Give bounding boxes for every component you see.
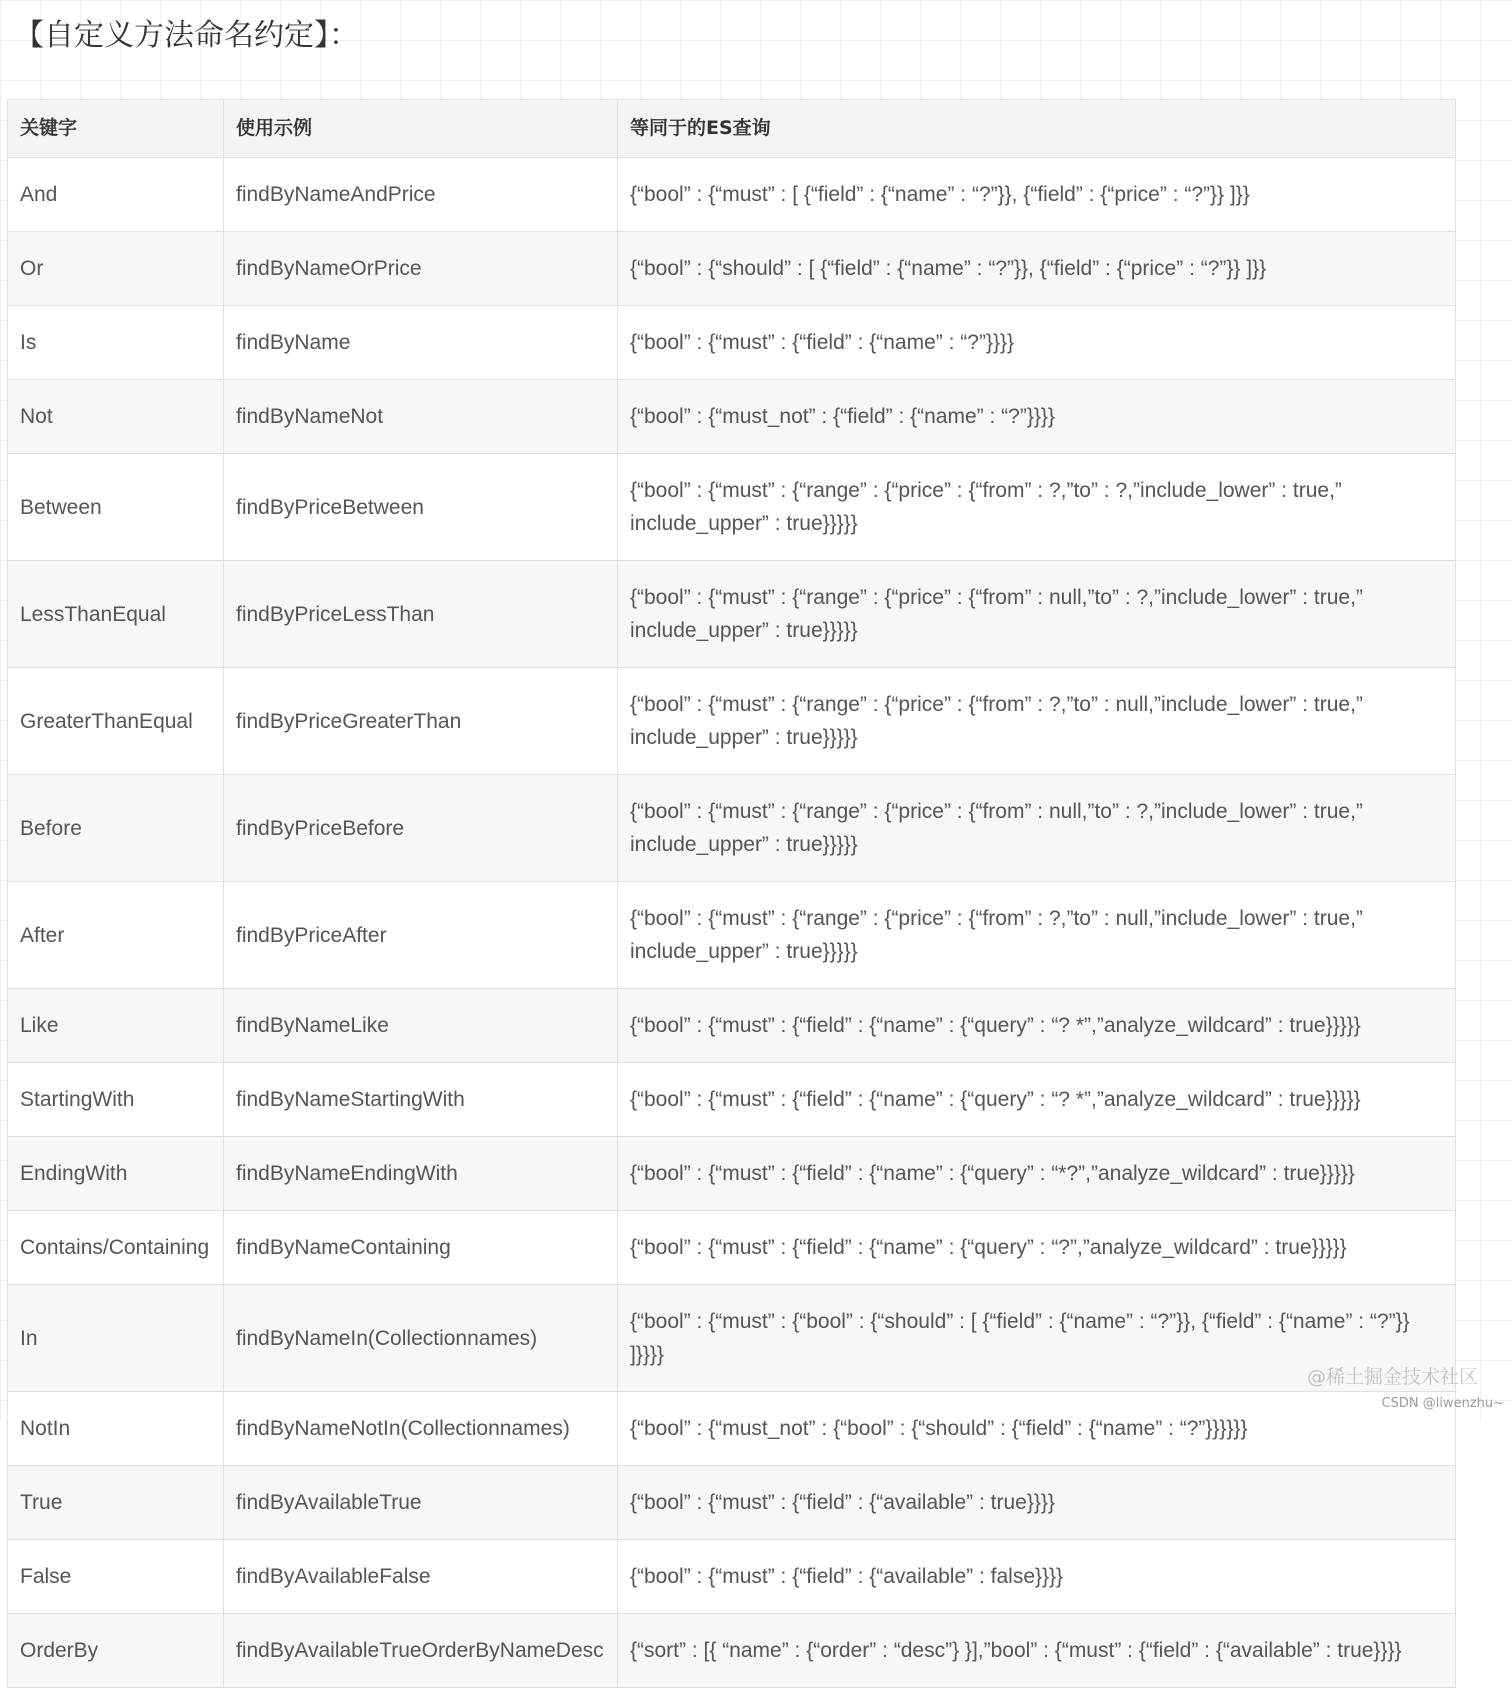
example-cell: findByNameNotIn(Collectionnames) bbox=[224, 1392, 618, 1466]
example-cell: findByAvailableTrue bbox=[224, 1466, 618, 1540]
keyword-cell: NotIn bbox=[8, 1392, 224, 1466]
header-es-query: 等同于的ES查询 bbox=[618, 100, 1456, 158]
keyword-cell: Before bbox=[8, 775, 224, 882]
keyword-cell: Is bbox=[8, 306, 224, 380]
table-row bbox=[8, 1211, 1456, 1285]
table-body bbox=[8, 158, 1456, 1688]
keyword-cell: GreaterThanEqual bbox=[8, 668, 224, 775]
example-cell: findByNameEndingWith bbox=[224, 1137, 618, 1211]
example-cell: findByPriceLessThan bbox=[224, 561, 618, 668]
example-cell: findByName bbox=[224, 306, 618, 380]
example-cell: findByNameAndPrice bbox=[224, 158, 618, 232]
table-row bbox=[8, 232, 1456, 306]
table-row bbox=[8, 1614, 1456, 1688]
query-cell: {“bool” : {“must_not” : {“field” : {“name” : “?”}}}} bbox=[618, 380, 1456, 454]
table-row bbox=[8, 1137, 1456, 1211]
query-cell: {“bool” : {“must” : {“field” : {“name” : {“query” : “*?”,”analyze_wildcard” : true}}}}} bbox=[618, 1137, 1456, 1211]
table-row bbox=[8, 668, 1456, 775]
example-cell: findByPriceGreaterThan bbox=[224, 668, 618, 775]
keyword-cell: Contains/Containing bbox=[8, 1211, 224, 1285]
csdn-credit: CSDN @liwenzhu~ bbox=[1381, 1396, 1504, 1411]
example-cell: findByNameOrPrice bbox=[224, 232, 618, 306]
keyword-cell: After bbox=[8, 882, 224, 989]
keyword-cell: True bbox=[8, 1466, 224, 1540]
example-cell: findByAvailableTrueOrderByNameDesc bbox=[224, 1614, 618, 1688]
example-cell: findByNameIn(Collectionnames) bbox=[224, 1285, 618, 1392]
keyword-cell: StartingWith bbox=[8, 1063, 224, 1137]
table-row bbox=[8, 1392, 1456, 1466]
table-row bbox=[8, 454, 1456, 561]
table-row bbox=[8, 775, 1456, 882]
keyword-cell: Or bbox=[8, 232, 224, 306]
table-row bbox=[8, 561, 1456, 668]
table-row bbox=[8, 989, 1456, 1063]
query-cell: {“bool” : {“must” : {“range” : {“price” : {“from” : ?,”to” : null,”include_lower” : true,” include_upper” : true}}}}} bbox=[618, 668, 1456, 775]
table-header-row bbox=[8, 100, 1456, 158]
table-row bbox=[8, 1285, 1456, 1392]
keyword-cell: LessThanEqual bbox=[8, 561, 224, 668]
example-cell: findByPriceBefore bbox=[224, 775, 618, 882]
query-cell: {“bool” : {“must” : {“field” : {“available” : true}}}} bbox=[618, 1466, 1456, 1540]
keyword-cell: Like bbox=[8, 989, 224, 1063]
table-row bbox=[8, 1466, 1456, 1540]
query-cell: {“bool” : {“must” : {“field” : {“name” : {“query” : “? *”,”analyze_wildcard” : true}}}}} bbox=[618, 989, 1456, 1063]
query-cell: {“bool” : {“must” : {“range” : {“price” : {“from” : ?,”to” : null,”include_lower” : true,” include_upper” : true}}}}} bbox=[618, 882, 1456, 989]
example-cell: findByAvailableFalse bbox=[224, 1540, 618, 1614]
header-example: 使用示例 bbox=[224, 100, 618, 158]
query-cell: {“bool” : {“must” : {“field” : {“name” : {“query” : “? *”,”analyze_wildcard” : true}}}}} bbox=[618, 1063, 1456, 1137]
keyword-cell: EndingWith bbox=[8, 1137, 224, 1211]
keyword-cell: Not bbox=[8, 380, 224, 454]
table-row bbox=[8, 306, 1456, 380]
keyword-cell: In bbox=[8, 1285, 224, 1392]
example-cell: findByNameNot bbox=[224, 380, 618, 454]
naming-convention-table-container bbox=[7, 99, 1455, 1688]
page-title: 【自定义方法命名约定】： bbox=[14, 18, 359, 53]
table-header bbox=[8, 100, 1456, 158]
table-row bbox=[8, 380, 1456, 454]
query-cell: {“bool” : {“must” : {“field” : {“name” : “?”}}}} bbox=[618, 306, 1456, 380]
query-cell: {“bool” : {“should” : [ {“field” : {“name” : “?”}}, {“field” : {“price” : “?”}} ]}} bbox=[618, 232, 1456, 306]
example-cell: findByPriceAfter bbox=[224, 882, 618, 989]
example-cell: findByNameStartingWith bbox=[224, 1063, 618, 1137]
keyword-cell: OrderBy bbox=[8, 1614, 224, 1688]
table-row bbox=[8, 882, 1456, 989]
query-cell: {“bool” : {“must” : {“range” : {“price” : {“from” : null,”to” : ?,”include_lower” : true,” include_upper” : true}}}}} bbox=[618, 561, 1456, 668]
query-cell: {“bool” : {“must_not” : {“bool” : {“should” : {“field” : {“name” : “?”}}}}}} bbox=[618, 1392, 1456, 1466]
table-row bbox=[8, 1540, 1456, 1614]
query-cell: {“bool” : {“must” : [ {“field” : {“name” : “?”}}, {“field” : {“price” : “?”}} ]}} bbox=[618, 158, 1456, 232]
query-cell: {“bool” : {“must” : {“bool” : {“should” : [ {“field” : {“name” : “?”}}, {“field” : {“name” : “?”}} ]}}}} bbox=[618, 1285, 1456, 1392]
header-keyword: 关键字 bbox=[8, 100, 224, 158]
query-cell: {“bool” : {“must” : {“range” : {“price” : {“from” : ?,”to” : ?,”include_lower” : true,” include_upper” : true}}}}} bbox=[618, 454, 1456, 561]
table-row bbox=[8, 1063, 1456, 1137]
example-cell: findByNameLike bbox=[224, 989, 618, 1063]
keyword-cell: Between bbox=[8, 454, 224, 561]
keyword-cell: False bbox=[8, 1540, 224, 1614]
query-cell: {“sort” : [{ “name” : {“order” : “desc”} }],”bool” : {“must” : {“field” : {“available” : true}}}} bbox=[618, 1614, 1456, 1688]
juejin-watermark: @稀土掘金技术社区 bbox=[1306, 1366, 1478, 1388]
keyword-cell: And bbox=[8, 158, 224, 232]
naming-convention-table bbox=[7, 99, 1456, 1688]
example-cell: findByNameContaining bbox=[224, 1211, 618, 1285]
example-cell: findByPriceBetween bbox=[224, 454, 618, 561]
query-cell: {“bool” : {“must” : {“field” : {“name” : {“query” : “?”,”analyze_wildcard” : true}}}}} bbox=[618, 1211, 1456, 1285]
table-row bbox=[8, 158, 1456, 232]
query-cell: {“bool” : {“must” : {“range” : {“price” : {“from” : null,”to” : ?,”include_lower” : true,” include_upper” : true}}}}} bbox=[618, 775, 1456, 882]
query-cell: {“bool” : {“must” : {“field” : {“available” : false}}}} bbox=[618, 1540, 1456, 1614]
